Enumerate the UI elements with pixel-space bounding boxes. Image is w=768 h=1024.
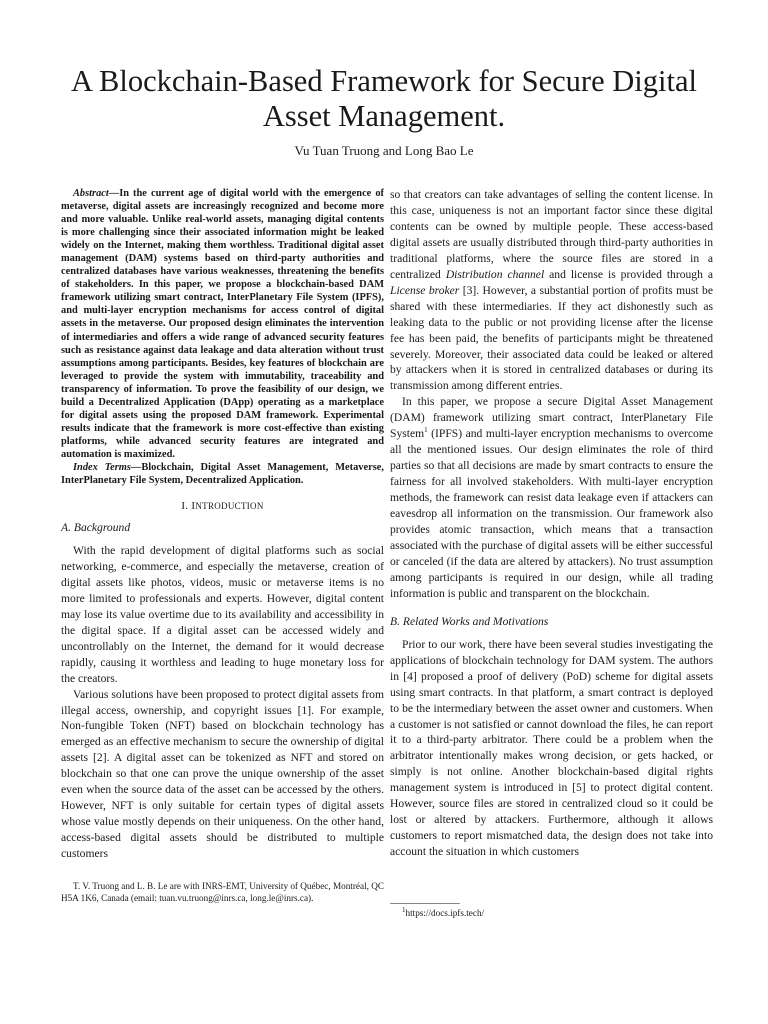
term-license-broker: License broker <box>390 283 460 297</box>
footnote-rule <box>390 903 460 904</box>
ipfs-docs-url: https://docs.ipfs.tech/ <box>405 908 485 918</box>
paragraph: In this paper, we propose a secure Digital Asset Management (DAM) framework utilizing smart contract, InterPlanetary File System$^1$ (IPFS) and multi-layer encryption mechanisms to overcome all the mentioned issues. Our design eliminates the role of third parties so that all decisions are made by smart contracts to ensure the fairness for all involved stakeholders. With multi-layer encryption methods, the framework can resist data leakage even if attackers can eavesdrop all information on the transmission. Our framework also provides atomic transaction, which means that a transaction associated with the purchase of digital assets will be either successful or canceled (if the data are altered by attackers). No trust assumption among participants is required in our design, while all trading information is public and transparent on the blockchain. <box>390 395 713 600</box>
subsection-heading-background: A. Background <box>61 521 131 535</box>
paper-title: A Blockchain-Based Framework for Secure Digital Asset Management. <box>71 64 697 133</box>
paragraph: Various solutions have been proposed to protect digital assets from illegal access, ownership, and copyright issues [1]. For example, Non-fungible Token (NFT) based on blockchain technology has emerged as an effective mechanism to secure the ownership of digital assets [2]. A digital asset can be tokenized as NFT and stored on blockchain so that one can prove the unique ownership of the asset even when the source data of the asset can be accessed by the others. However, NFT is only suitable for certain types of digital assets whose value mostly depends on their uniqueness. On the other hand, access-based digital assets should be distributed to multiple customers <box>61 687 384 861</box>
index-terms <box>61 461 384 487</box>
index-terms-text: —Blockchain, Digital Asset Management, Metaverse, InterPlanetary File System, Decentralized Application. <box>61 461 384 487</box>
paragraph: Prior to our work, there have been several studies investigating the applications of blockchain technology for DAM system. The authors in [4] proposed a proof of delivery (PoD) scheme for digital assets using smart contracts. In that platform, a smart contract is deployed to be the intermediary between the asset owner and customers. When a customer is not satisfied or cannot download the files, he can report it to a third-party arbitrator. There could be a problem when the arbitrator intentionally makes wrong decision, or gets hacked, or simply is not online. Another blockchain-based digital rights management system is introduced in [5] to protect digital content. However, source files are stored in centralized cloud so it could be lost or altered by attackers. Furthermore, although it allows customers to report mismatched data, the design does not take into account the situation in which customers <box>390 637 713 859</box>
paragraph: With the rapid development of digital platforms such as social networking, e-commerce, and especially the metaverse, creation of digital assets like photos, videos, music or metaverse items is no more limited to professionals and experts. However, digital content may lose its value overtime due to its availability and accessibility in the digital space. If a digital asset can be accessed widely and uncontrollably on the Internet, the demand for it would decrease rapidly, causing it worthless and leading to huge monetary loss for the creators. <box>61 543 384 685</box>
abstract <box>61 187 384 461</box>
author-list: Vu Tuan Truong and Long Bao Le <box>294 143 474 158</box>
paragraph: so that creators can take advantages of selling the content license. In this case, uniqueness is not an important factor since these digital contents can be owned by multiple people. These access-based digital assets are usually distributed through third-party authorities in traditional platforms, where the source files are stored in a centralized Distribution channel and license is provided through a License broker [3]. However, a substantial portion of profits must be shared with these intermediaries. If they act dishonestly such as leaking data to the public or not providing license after the license fee has been paid, the benefits of participants might be threatened severely. Moreover, their associated data could be leaked or altered by attackers when it is stored in centralized databases or during its transmission among different entries. <box>390 188 713 393</box>
abstract-text: —In the current age of digital world with the emergence of metaverse, digital assets are increasingly recognized and become more and more valuable. Unlike real-world assets, managing digital contents is more challenging since their associated information might be leaked widely on the Internet, making them worthless. Traditional digital asset management (DAM) systems based on third-party authorities and centralized databases have various weaknesses, threatening the benefits of stakeholders. In this paper, we propose a blockchain-based DAM framework utilizing smart contract, InterPlanetary File System (IPFS), and multi-layer encryption mechanisms for access control of digital assets in the metaverse. Our proposed design eliminates the intervention of intermediaries and offers a wide range of advanced security features such as resistance against data leakage and data alteration without trust assumptions among participants. Besides, key features of blockchain are leveraged to provide the system with immutability, traceability and transparency of information. To prove the feasibility of our design, we build a Decentralized Application (DApp) operating as a marketplace for digital assets using the proposed DAM framework. Experimental results indicate that the framework is more cost-effective than existing platforms, while advanced security features are integrated and automation is maximized. <box>61 188 384 460</box>
url-footnote: $^1$https://docs.ipfs.tech/ <box>402 905 485 918</box>
term-distribution-channel: Distribution channel <box>445 267 545 281</box>
footnote-marker: 1 <box>424 426 428 435</box>
section-heading-introduction: I. INTRODUCTION <box>181 500 264 513</box>
subsection-heading-related-works: B. Related Works and Motivations <box>390 614 549 628</box>
index-terms-label: Index Terms <box>73 461 131 473</box>
left-column <box>61 187 384 862</box>
affiliation-footnote: T. V. Truong and L. B. Le are with INRS-EMT, University of Québec, Montréal, QC H5A 1K6, Canada (email: tuan.vu.truong@inrs.ca, long.le@inrs.ca). <box>61 881 384 903</box>
right-column <box>390 187 713 860</box>
abstract-label: Abstract <box>73 188 109 199</box>
